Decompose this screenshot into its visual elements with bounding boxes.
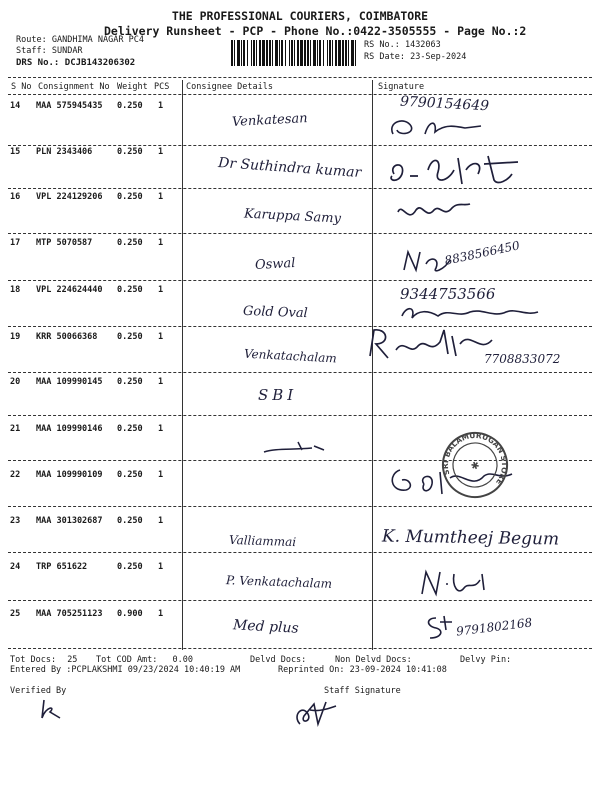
row-pcs: 1 — [158, 285, 164, 295]
row-consignee-handwriting: P. Venkatachalam — [225, 573, 333, 591]
rs-date-row — [364, 52, 466, 62]
row-pcs: 1 — [158, 192, 164, 202]
row-consignment-no: MTP 5070587 — [36, 238, 93, 248]
row-sno: 17 — [10, 238, 21, 248]
row-consignee-handwriting: Dr Suthindra kumar — [217, 155, 362, 181]
barcode — [231, 40, 359, 66]
svg-text:SRI BALAMURUGAN STORE: SRI BALAMURUGAN STORE — [440, 430, 510, 487]
signature-scribble — [388, 150, 538, 190]
staff-signature-mark — [290, 694, 340, 730]
row-pcs: 1 — [158, 377, 164, 387]
row-signature-phone: 9791802168 — [455, 615, 533, 639]
entered-by: Entered By :PCPLAKSHMI 09/23/2024 10:40:19 AM — [10, 665, 241, 675]
row-consignment-no: MAA 109990109 — [36, 470, 103, 480]
stamp-seal — [430, 420, 520, 510]
row-signature-phone: 9344753566 — [400, 285, 496, 303]
non-delvd-docs-label: Non Delvd Docs: — [335, 655, 412, 665]
route-value: GANDHIMA NAGAR PC4 — [51, 35, 144, 45]
totals-row — [10, 655, 77, 665]
row-consignment-no: VPL 224624440 — [36, 285, 103, 295]
row-sno: 16 — [10, 192, 21, 202]
row-sno: 18 — [10, 285, 21, 295]
row-signature-name: K. Mumtheej Begum — [381, 526, 560, 550]
row-weight: 0.250 — [117, 470, 143, 480]
row-pcs: 1 — [158, 332, 164, 342]
row-weight: 0.250 — [117, 562, 143, 572]
reprinted-on: Reprinted On: 23-09-2024 10:41:08 — [278, 665, 447, 675]
col-consignment: Consignment No — [38, 82, 110, 92]
row-weight: 0.250 — [117, 147, 143, 157]
rs-no-label: RS No.: — [364, 40, 400, 50]
signature-scribble — [364, 326, 504, 366]
col-pcs: PCS — [154, 82, 170, 92]
row-consignment-no: MAA 109990145 — [36, 377, 103, 387]
route-row — [16, 35, 144, 45]
signature-scribble — [418, 566, 498, 600]
drs-label: DRS No.: — [16, 58, 60, 68]
rs-date-value: 23-Sep-2024 — [410, 52, 467, 62]
row-pcs: 1 — [158, 424, 164, 434]
row-signature-phone: 7708833072 — [484, 352, 561, 366]
row-weight: 0.250 — [117, 101, 143, 111]
tot-docs-label: Tot Docs: — [10, 655, 57, 665]
row-consignee-handwriting: Venkatesan — [231, 111, 308, 130]
drs-value: DCJB143206302 — [64, 58, 136, 68]
row-consignee-handwriting: Venkatachalam — [243, 346, 338, 366]
row-consignee-handwriting: Med plus — [232, 617, 300, 637]
tot-cod-value: 0.00 — [172, 655, 194, 665]
tot-cod-label: Tot COD Amt: — [96, 655, 158, 665]
row-pcs: 1 — [158, 516, 164, 526]
row-consignee-handwriting: Oswal — [254, 255, 296, 274]
row-sno: 14 — [10, 101, 21, 111]
row-consignment-no: MAA 705251123 — [36, 609, 103, 619]
row-consignment-no: VPL 224129206 — [36, 192, 103, 202]
row-sno: 21 — [10, 424, 21, 434]
delvy-pin-label: Delvy Pin: — [460, 655, 512, 665]
signature-scribble — [385, 112, 505, 142]
rs-no-value: 1432063 — [404, 40, 441, 50]
col-weight: Weight — [117, 82, 148, 92]
col-signature: Signature — [378, 82, 425, 92]
verified-by-label: Verified By — [10, 686, 67, 696]
row-weight: 0.250 — [117, 424, 143, 434]
rubber-stamp — [440, 430, 510, 500]
row-weight: 0.900 — [117, 609, 143, 619]
row-consignee-handwriting: Gold Oval — [242, 303, 308, 322]
row-consignee-handwriting: SBI — [258, 386, 298, 404]
row-consignment-no: MAA 109990146 — [36, 424, 103, 434]
staff-signature-label: Staff Signature — [324, 686, 401, 696]
staff-row — [16, 46, 83, 56]
signature-scribble — [394, 196, 484, 226]
row-sno: 24 — [10, 562, 21, 572]
row-weight: 0.250 — [117, 238, 143, 248]
consignee-scribble — [262, 438, 332, 458]
row-consignment-no: MAA 575945435 — [36, 101, 103, 111]
row-sno: 20 — [10, 377, 21, 387]
company-title: THE PROFESSIONAL COURIERS, COIMBATORE — [171, 9, 429, 23]
row-pcs: 1 — [158, 470, 164, 480]
svg-text:✱: ✱ — [469, 459, 482, 474]
row-consignment-no: TRP 651622 — [36, 562, 88, 572]
cod-total — [96, 655, 193, 665]
delvd-docs-label: Delvd Docs: — [250, 655, 307, 665]
row-pcs: 1 — [158, 147, 164, 157]
row-signature-phone: 9790154649 — [399, 93, 490, 115]
row-sno: 25 — [10, 609, 21, 619]
rs-no-row — [364, 40, 441, 50]
staff-label: Staff: — [16, 46, 47, 56]
col-consignee: Consignee Details — [186, 82, 273, 92]
row-weight: 0.250 — [117, 377, 143, 387]
row-consignee-handwriting: Karuppa Samy — [243, 206, 342, 227]
row-weight: 0.250 — [117, 192, 143, 202]
row-sno: 22 — [10, 470, 21, 480]
consignee-column-divider — [182, 80, 183, 650]
row-pcs: 1 — [158, 562, 164, 572]
rs-date-label: RS Date: — [364, 52, 405, 62]
row-consignee-handwriting: Valliammai — [228, 532, 297, 550]
row-pcs: 1 — [158, 609, 164, 619]
signature-scribble — [400, 246, 460, 276]
signature-scribble — [398, 302, 548, 324]
row-pcs: 1 — [158, 101, 164, 111]
row-sno: 23 — [10, 516, 21, 526]
row-weight: 0.250 — [117, 285, 143, 295]
tot-docs-value: 25 — [67, 655, 78, 665]
col-sno: S No — [11, 82, 32, 92]
row-sno: 15 — [10, 147, 21, 157]
row-consignment-no: PLN 2343406 — [36, 147, 93, 157]
runsheet-subtitle: Delivery Runsheet - PCP - Phone No.:0422-3505555 - Page No.:2 — [104, 24, 527, 38]
row-consignment-no: KRR 50066368 — [36, 332, 98, 342]
verifier-signature — [36, 698, 66, 722]
row-weight: 0.250 — [117, 516, 143, 526]
row-weight: 0.250 — [117, 332, 143, 342]
row-sno: 19 — [10, 332, 21, 342]
drs-row — [16, 58, 135, 68]
signature-scribble — [422, 612, 458, 642]
row-signature-phone: 8838566450 — [443, 238, 521, 268]
row-pcs: 1 — [158, 238, 164, 248]
route-label: Route: — [16, 35, 47, 45]
staff-value: SUNDAR — [51, 46, 83, 56]
row-consignment-no: MAA 301302687 — [36, 516, 103, 526]
